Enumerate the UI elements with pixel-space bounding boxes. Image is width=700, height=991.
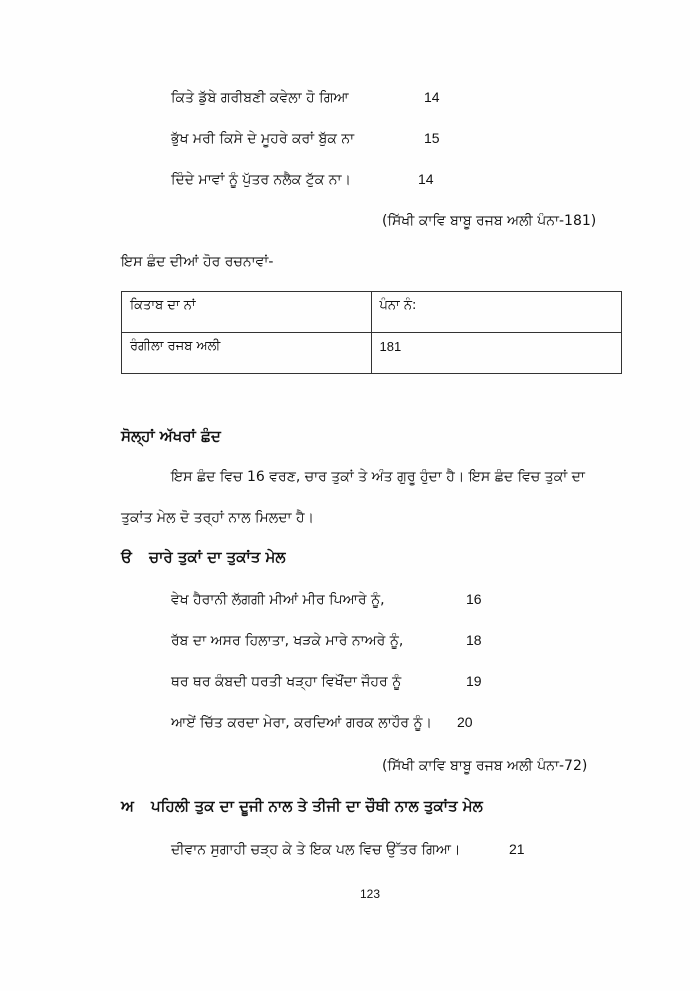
verse-line: ਭੁੱਖ ਮਰੀ ਕਿਸੇ ਦੇ ਮੂਹਰੇ ਕਰਾਂ ਬੁੱਕ ਨਾ	[171, 131, 355, 147]
subsection-title: ਪਹਿਲੀ ਤੁਕ ਦਾ ਦੂਜੀ ਨਾਲ ਤੇ ਤੀਜੀ ਦਾ ਚੌਥੀ ਨਾਲ ਤੁਕਾਂਤ ਮੇਲ	[151, 797, 483, 815]
syllable-count: 20	[457, 714, 473, 730]
syllable-count: 16	[466, 591, 482, 607]
other-works-heading: ਇਸ ਛੰਦ ਦੀਆਂ ਹੋਰ ਰਚਨਾਵਾਂ-	[121, 254, 274, 270]
syllable-count: 18	[466, 632, 482, 648]
table-row	[122, 333, 622, 374]
citation: (ਸਿੱਖੀ ਕਾਵਿ ਬਾਬੂ ਰਜਬ ਅਲੀ ਪੰਨਾ-72)	[382, 758, 588, 774]
syllable-count: 19	[466, 673, 482, 689]
table-header-page-no: ਪੰਨਾ ਨੰ:	[371, 292, 622, 333]
verse-line: ਆਏਂ ਚਿੱਤ ਕਰਦਾ ਮੇਰਾ, ਕਰਦਿਆਂ ਗਰਕ ਲਾਹੌਰ ਨੂੰ।	[171, 715, 432, 731]
syllable-count: 21	[509, 841, 525, 857]
syllable-count: 14	[424, 89, 440, 105]
syllable-count: 14	[418, 171, 434, 187]
syllable-count: 15	[424, 130, 440, 146]
section-paragraph-line-2: ਤੁਕਾਂਤ ਮੇਲ ਦੋ ਤਰ੍ਹਾਂ ਨਾਲ ਮਿਲਦਾ ਹੈ।	[121, 510, 314, 526]
subsection-marker: ੳ	[121, 548, 132, 566]
verse-line: ਕਿਤੇ ਡੁੱਬੇ ਗਰੀਬਣੀ ਕਵੇਲਾ ਹੋ ਗਿਆ	[171, 90, 349, 106]
table-cell-book-name: ਰੰਗੀਲਾ ਰਜਬ ਅਲੀ	[122, 333, 372, 374]
citation: (ਸਿੱਖੀ ਕਾਵਿ ਬਾਬੂ ਰਜਬ ਅਲੀ ਪੰਨਾ-181)	[382, 213, 597, 229]
table-cell-page-no: 181	[371, 333, 622, 374]
subsection-title: ਚਾਰੇ ਤੁਕਾਂ ਦਾ ਤੁਕਾਂਤ ਮੇਲ	[149, 548, 286, 566]
page-number: 123	[360, 887, 381, 901]
works-table	[121, 291, 622, 374]
subsection-marker: ਅ	[121, 797, 134, 815]
verse-line: ਦਿੰਦੇ ਮਾਵਾਂ ਨੂੰ ਪੁੱਤਰ ਨਲੈਕ ਟੁੱਕ ਨਾ।	[171, 172, 351, 188]
verse-line: ਵੇਖ ਹੈਰਾਨੀ ਲੱਗਗੀ ਮੀਆਂ ਮੀਰ ਪਿਆਰੇ ਨੂੰ,	[171, 592, 385, 608]
verse-line: ਰੱਬ ਦਾ ਅਸਰ ਹਿਲਾਤਾ, ਖੜਕੇ ਮਾਰੇ ਨਾਅਰੇ ਨੂੰ,	[171, 633, 404, 649]
verse-line: ਥਰ ਥਰ ਕੰਬਦੀ ਧਰਤੀ ਖੜ੍ਹਾ ਵਿਖੌਂਦਾ ਜੌਹਰ ਨੂੰ	[171, 674, 402, 690]
section-paragraph-line-1: ਇਸ ਛੰਦ ਵਿਚ 16 ਵਰਣ, ਚਾਰ ਤੁਕਾਂ ਤੇ ਅੰਤ ਗੁਰੂ ਹੁੰਦਾ ਹੈ। ਇਸ ਛੰਦ ਵਿਚ ਤੁਕਾਂ ਦਾ	[171, 469, 585, 485]
table-header-row	[122, 292, 622, 333]
verse-line: ਦੀਵਾਨ ਸੁਗਾਹੀ ਚੜ੍ਹ ਕੇ ਤੇ ਇਕ ਪਲ ਵਿਚ ਉੱਤਰ ਗਿਆ।	[171, 842, 461, 858]
section-title: ਸੋਲ੍ਹਾਂ ਅੱਖਰਾਂ ਛੰਦ	[121, 427, 221, 445]
table-header-book-name: ਕਿਤਾਬ ਦਾ ਨਾਂ	[122, 292, 372, 333]
